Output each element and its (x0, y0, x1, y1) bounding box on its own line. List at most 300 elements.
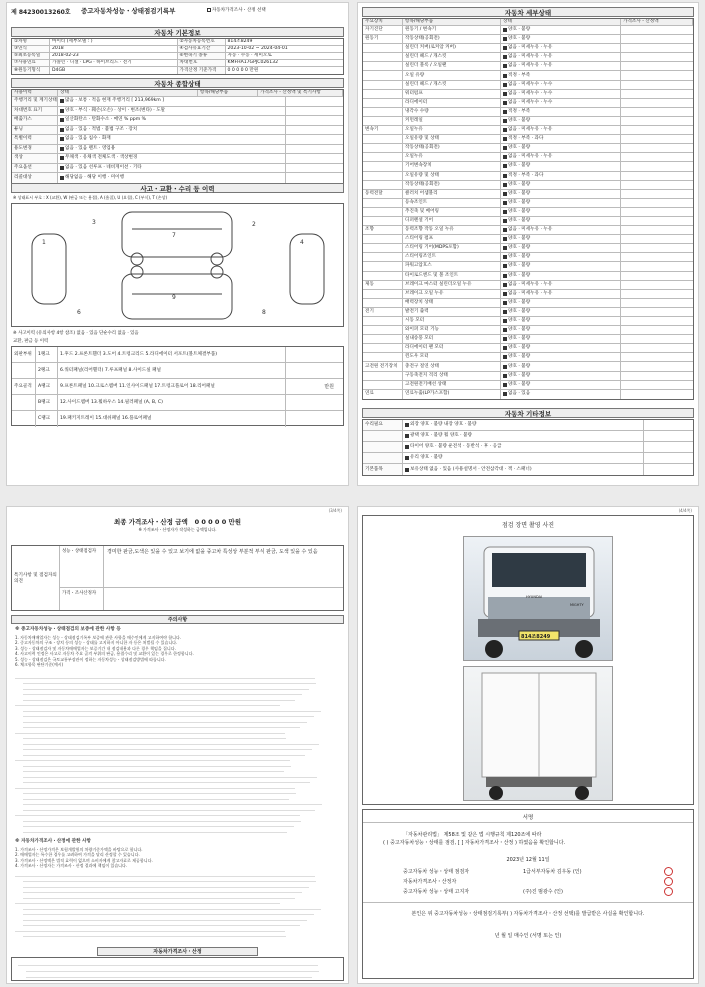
panel-group: 외판부위 (12, 347, 36, 362)
final-price-title: 최종 가격조사・산정 금액 (113, 518, 188, 526)
checkbox-checked-icon[interactable] (503, 355, 507, 359)
status-value (58, 97, 285, 106)
detail-head-cell: 항목/해당부품 (403, 19, 501, 25)
checkbox-checked-icon[interactable] (503, 210, 507, 214)
detail-group: 원동기 (363, 35, 403, 43)
panel-rank: 1랭크 (36, 347, 58, 362)
detail-group (363, 253, 403, 261)
checkbox-checked-icon[interactable] (503, 128, 507, 132)
checkbox-checked-icon[interactable] (503, 346, 507, 350)
checkbox-checked-icon[interactable] (503, 219, 507, 223)
detail-group (363, 299, 403, 307)
photo-box (362, 515, 694, 805)
detail-state (501, 172, 621, 180)
other-label: 수리필요 (363, 420, 403, 430)
opinion-label: 특기사항 및 점검자의 의견 (12, 546, 60, 610)
detail-group (363, 172, 403, 180)
signer-name: (주)진 범광수 (인) (523, 888, 563, 895)
status-row (12, 145, 343, 155)
checkbox-checked-icon[interactable] (60, 156, 64, 160)
checkbox-checked-icon[interactable] (60, 137, 64, 141)
other-value-text: 광택 양호 · 불량 휠 양호 · 불량 (410, 433, 472, 438)
detail-item: 와이퍼 모터 기능 (403, 326, 501, 334)
other-price (643, 442, 693, 452)
detail-state-text: 양호 · 불량 (508, 218, 531, 224)
checkbox-checked-icon[interactable] (60, 176, 64, 180)
other-value (403, 442, 643, 452)
other-row (363, 442, 693, 453)
accident-note: ※ 상태표시 부호 : X (교환), W (판금 또는 용접), A (흠집), U (요철), C (부식), T (손상) (13, 195, 168, 200)
detail-row (363, 90, 693, 99)
basic-info-right-row (178, 53, 344, 60)
detail-item: 작동상태(공회전) (403, 35, 501, 43)
detail-state (501, 199, 621, 207)
detail-row (363, 381, 693, 390)
checkbox-checked-icon[interactable] (503, 274, 507, 278)
detail-state (501, 235, 621, 243)
checkbox-checked-icon[interactable] (503, 110, 507, 114)
detail-group (363, 235, 403, 243)
detail-state-text: 없음 · 미세누수 · 누수 (508, 90, 553, 96)
detail-state-text: 없음 · 미세누유 · 누유 (508, 154, 553, 160)
detail-item: 클러치 어셈블리 (403, 190, 501, 198)
detail-state-text: 양호 · 불량 (508, 190, 531, 196)
panel-items: 6.쿼터패널(리어휀더) 7.루프패널 8.사이드실 패널 (60, 367, 161, 373)
receipt-confirmation: 본인은 위 중고자동차성능・상태점검기록부( ) 자동차가격조사・산정 선택)를 발급받은 사실을 확인합니다. (411, 911, 645, 917)
plate-number: 814조8249 (521, 634, 551, 640)
detail-group: 고전원 전기장치 (363, 362, 403, 370)
checkbox-checked-icon[interactable] (503, 264, 507, 268)
detail-group (363, 153, 403, 161)
panel-items: 12.사이드멤버 13.휠하우스 14.필러패널 (A, B, C) (60, 399, 163, 405)
detail-state (501, 208, 621, 216)
detail-row (363, 326, 693, 335)
panel-items: 1.후드 2.프론트휀더 3.도어 4.트렁크리드 5.라디에이터 서포트(볼트체결부품) (60, 351, 218, 357)
detail-group (363, 162, 403, 170)
detail-row (363, 26, 693, 35)
checkbox-checked-icon[interactable] (503, 155, 507, 159)
checkbox-checked-icon[interactable] (503, 374, 507, 378)
detail-group: 전기 (363, 308, 403, 316)
checkbox-checked-icon[interactable] (503, 137, 507, 141)
basic-info-label: ①차명 (12, 39, 50, 45)
inspector-opinion: 경미한 판금,도색은 있을 수 있고 보기에 없을 중고차 특성상 부분적 부식 판금, 도색 있을 수 있음 (107, 549, 318, 555)
detail-state (501, 81, 621, 89)
truck-front-icon (464, 537, 614, 662)
detail-state (501, 35, 621, 43)
detail-state-text: 없음 · 미세누유 · 누유 (508, 45, 553, 51)
accident-header: 사고・교환・수리 등 이력 (11, 183, 344, 193)
checkbox-checked-icon[interactable] (503, 92, 507, 96)
notice-paragraph: 4. 사고이력 인정은 사고로 자동차 주요 골격 부위의 판금, 용접수리 및 교환이 있는 경우로 한정합니다. (15, 651, 194, 657)
checkbox-checked-icon[interactable] (503, 383, 507, 387)
detail-state-text: 양호 · 불량 (508, 381, 531, 387)
detail-group (363, 90, 403, 98)
checkbox-checked-icon[interactable] (503, 46, 507, 50)
detail-item: 시동 모터 (403, 317, 501, 325)
detail-state (501, 381, 621, 389)
stamp-icon (664, 887, 673, 896)
detail-state (501, 317, 621, 325)
detail-head-cell: 상태 (501, 19, 621, 25)
status-label: 배출가스 (12, 116, 58, 125)
inspector-label: 성능・상태점검자 (60, 546, 104, 587)
signature-law: 「자동차관리법」 제58조 및 같은 법 시행규칙 제120조에 따라 (403, 832, 542, 838)
panel-rank: A랭크 (36, 379, 58, 394)
detail-row (363, 262, 693, 271)
checkbox-checked-icon[interactable] (60, 99, 64, 103)
detail-item: 윈도우 모터 (403, 353, 501, 361)
detail-group (363, 262, 403, 270)
price-paragraph: 4. 가격조사・산정자는 가격조사・산정 결과에 책임이 있습니다. (15, 863, 128, 869)
checkbox-checked-icon[interactable] (503, 228, 507, 232)
other-row (363, 453, 693, 464)
detail-group: 변속기 (363, 126, 403, 134)
detail-state (501, 281, 621, 289)
status-header: 자동차 종합상태 (11, 78, 344, 88)
checkbox-checked-icon[interactable] (503, 37, 507, 41)
checkbox-checked-icon[interactable] (503, 201, 507, 205)
detail-row (363, 362, 693, 371)
signature-law-2: ( ) 중고자동차성능・상태를 점검, [ ] 자동차가격조사・산정 ) 하였음을 확인합니다. (383, 840, 566, 846)
document-number: 제 84230013260호 (11, 9, 71, 16)
accident-summary: ※ 사고이력 (유의사항 4항 참조) 없음 · 있음 단순수리 없음 · 있음 (13, 331, 139, 336)
detail-row (363, 162, 693, 171)
document-title: 중고자동차성능・상태점검기록부 (81, 7, 176, 15)
text-line (23, 827, 287, 833)
status-label: 튜닝 (12, 126, 58, 135)
status-row (12, 116, 343, 126)
notice-paragraph: 1. 자동차매매업자는 성능・상태점검기록부 보증에 관한 사항을 매수인에게 고지하여야 합니다. (15, 635, 182, 640)
checkbox-checked-icon[interactable] (503, 237, 507, 241)
detail-row (363, 35, 693, 44)
checkbox-checked-icon[interactable] (503, 64, 507, 68)
checkbox-checked-icon[interactable] (503, 183, 507, 187)
status-price (285, 154, 343, 163)
status-row (12, 97, 343, 107)
checkbox-checked-icon[interactable] (503, 283, 507, 287)
detail-item: 워터펌프 (403, 90, 501, 98)
other-label (363, 453, 403, 463)
checkbox-checked-icon[interactable] (503, 337, 507, 341)
detail-state (501, 144, 621, 152)
checkbox-checked-icon[interactable] (503, 246, 507, 250)
checkbox-checked-icon[interactable] (503, 328, 507, 332)
detail-row (363, 199, 693, 208)
page-3 (6, 506, 349, 984)
price-paragraph: 3. 가격조사・산정액은 법적 효력이 없으며 소비자에게 참고자료로 제공합니다. (15, 857, 153, 863)
checkbox-checked-icon[interactable] (503, 74, 507, 78)
detail-state (501, 390, 621, 399)
detail-state-text: 양호 · 불량 (508, 263, 531, 269)
detail-group (363, 108, 403, 116)
basic-info-right-row (178, 46, 344, 53)
checkbox-checked-icon[interactable] (503, 119, 507, 123)
detail-item: 동력조향 작동 오일 누유 (403, 226, 501, 234)
truck-rear-icon (464, 667, 614, 802)
detail-state-text: 양호 · 불량 (508, 27, 531, 33)
status-value (58, 116, 285, 125)
svg-text:3: 3 (92, 219, 96, 226)
other-value (403, 431, 643, 441)
detail-row (363, 244, 693, 253)
basic-info-value: 2018-02-23 (52, 53, 79, 58)
detail-state (501, 162, 621, 170)
detail-state-text: 양호 · 불량 (508, 318, 531, 324)
status-text: 무채색 · 유채색 전체도색 · 색상변경 (65, 155, 138, 161)
status-price (285, 107, 343, 116)
svg-text:6: 6 (77, 309, 81, 316)
detail-item: 실린더 블록 / 오일팬 (403, 62, 501, 70)
detail-group (363, 317, 403, 325)
title-suffix: 자동차가격조사・산정 선택 (207, 7, 266, 13)
status-label: 특별이력 (12, 135, 58, 144)
detail-item: 고전원전기배선 상태 (403, 381, 501, 389)
checkbox-checked-icon[interactable] (503, 174, 507, 178)
other-label (363, 442, 403, 452)
detail-state (501, 226, 621, 234)
appraiser-label: 가격・조사산정자 (60, 588, 104, 610)
status-row (12, 154, 343, 164)
basic-info-value: 가솔린 · 디젤 · LPG · 하이브리드 · 전기 (52, 60, 132, 65)
status-label: 주행거리 및 계기상태 (12, 97, 58, 106)
detail-state (501, 99, 621, 107)
checkbox-checked-icon[interactable] (503, 255, 507, 259)
detail-row (363, 62, 693, 71)
detail-row (363, 181, 693, 190)
status-label: 용도변경 (12, 145, 58, 154)
checkbox-checked-icon[interactable] (503, 192, 507, 196)
checkbox-checked-icon[interactable] (405, 468, 409, 472)
detail-state (501, 90, 621, 98)
detail-group (363, 199, 403, 207)
detail-row (363, 290, 693, 299)
detail-item: 오일 유량 (403, 71, 501, 79)
detail-group (363, 135, 403, 143)
car-damage-diagram (11, 203, 344, 327)
detail-state (501, 272, 621, 280)
detail-state-text: 양호 · 불량 (508, 236, 531, 242)
status-row (12, 164, 343, 174)
checkbox-checked-icon[interactable] (503, 164, 507, 168)
status-value (58, 164, 285, 173)
status-text: 없음 · 있음 · 적법 · 불법 구조 · 장치 (65, 126, 138, 132)
basic-info-right-value: KMFHA17GPJC026132 (227, 60, 278, 65)
detail-state (501, 308, 621, 316)
notice-header: 주의사항 (11, 615, 344, 624)
detail-group: 자기진단 (363, 26, 403, 34)
basic-info-row (12, 67, 177, 74)
checkbox-checked-icon[interactable] (405, 434, 409, 438)
detail-item: 실내송풍 모터 (403, 335, 501, 343)
detail-state-text: 양호 · 불량 (508, 336, 531, 342)
checkbox-checked-icon[interactable] (405, 445, 409, 449)
detail-state-text: 양호 · 불량 (508, 363, 531, 369)
detail-state (501, 153, 621, 161)
detail-row (363, 235, 693, 244)
bottom-appraisal-header: 자동차가격조사・산정 (97, 947, 258, 956)
status-price (285, 116, 343, 125)
checkbox-checked-icon[interactable] (503, 310, 507, 314)
checkbox-checked-icon[interactable] (503, 392, 507, 396)
panel-row (12, 347, 343, 363)
status-value (58, 107, 285, 116)
detail-state (501, 353, 621, 361)
notice-paragraphs (15, 635, 340, 667)
svg-text:9: 9 (172, 294, 176, 301)
price-paragraph: 1. 가격조사・산정가격은 보험개발원의 차량기준가액을 바탕으로 합니다. (15, 847, 143, 852)
detail-group (363, 208, 403, 216)
signature-date: 2023년 12월 11일 (506, 857, 550, 863)
basic-info-right-label: ④검사유효기간 (178, 46, 226, 52)
other-label (363, 431, 403, 441)
status-price (285, 97, 343, 106)
notice-paragraph: 2. 중고자동차의 구조・장치 등의 성능・상태를 고지하지 아니한 자 등은 처벌될 수 있습니다. (15, 640, 178, 646)
detail-state (501, 108, 621, 116)
notice-body-lines (11, 673, 344, 833)
status-text: 해당없음 · 해당 이행 · 미이행 (65, 174, 125, 180)
frame-history-label: 교환, 판금 등 이력 (13, 339, 49, 344)
panel-group (12, 363, 36, 378)
other-value-text: 외장 양호 · 불량 내장 양호 · 불량 (410, 422, 477, 427)
other-value (403, 464, 643, 475)
detail-state-text: 적정 · 부족 (508, 108, 531, 114)
receipt-date: 년 월 일 매수인 (서명 또는 인) (494, 933, 562, 939)
panel-rank: B랭크 (36, 395, 58, 410)
checkbox-checked-icon[interactable] (503, 83, 507, 87)
checkbox-checked-icon[interactable] (503, 146, 507, 150)
checkbox-icon[interactable] (207, 8, 211, 12)
detail-row (363, 372, 693, 381)
text-line (26, 972, 312, 978)
detail-group (363, 99, 403, 107)
checkbox-checked-icon[interactable] (60, 118, 64, 122)
detail-state-text: 양호 · 불량 (508, 208, 531, 214)
checkbox-checked-icon[interactable] (503, 55, 507, 59)
detail-item: 파워고압호스 (403, 262, 501, 270)
opinion-table (11, 545, 344, 611)
status-value (58, 126, 285, 135)
detail-state-text: 적정 · 부족 · 과다 (508, 136, 544, 142)
status-price (285, 135, 343, 144)
checkbox-checked-icon[interactable] (503, 292, 507, 296)
detail-item: 실린더 헤드 / 개스킷 (403, 53, 501, 61)
detail-item: 실린더 커버(로커암 커버) (403, 44, 501, 52)
basic-info-right-row (178, 39, 344, 46)
checkbox-checked-icon[interactable] (503, 101, 507, 105)
stamp-icon (664, 877, 673, 886)
detail-row (363, 190, 693, 199)
page-4 (357, 506, 699, 984)
detail-state (501, 26, 621, 34)
basic-info-label: ⑤최초등록일 (12, 53, 50, 59)
detail-state-text: 없음 · 미세누수 · 누수 (508, 99, 553, 105)
checkbox-checked-icon[interactable] (503, 28, 507, 32)
detail-state-text: 양호 · 불량 (508, 254, 531, 260)
detail-group (363, 326, 403, 334)
notice-paragraph: 5. 성능・상태점검은 국토교통부장관이 정하는 자동차성능・상태점검방법에 따릅니다. (15, 656, 166, 662)
detail-row (363, 317, 693, 326)
other-row (363, 464, 693, 475)
checkbox-checked-icon[interactable] (503, 301, 507, 305)
detail-group (363, 71, 403, 79)
signer-list (403, 866, 673, 896)
checkbox-checked-icon[interactable] (60, 109, 64, 113)
detail-group (363, 62, 403, 70)
checkbox-checked-icon[interactable] (405, 423, 409, 427)
panel-row (12, 363, 343, 379)
detail-group (363, 335, 403, 343)
basic-info-value: 마이티 (세부모델 : ) (52, 39, 93, 44)
detail-row (363, 117, 693, 126)
detail-state (501, 253, 621, 261)
checkbox-checked-icon[interactable] (503, 319, 507, 323)
status-text: 없음 · 있음 선루프 · 네비게이션 · 기타 (65, 164, 142, 170)
detail-row (363, 281, 693, 290)
status-text: 많음 · 보통 · 적음 현재 주행거리 [ 213,969km ] (65, 98, 165, 104)
car-outline-icon (12, 204, 345, 328)
detail-item: 배력장치 상태 (403, 299, 501, 307)
status-row (12, 107, 343, 117)
checkbox-checked-icon[interactable] (503, 365, 507, 369)
detail-header: 자동차 세부상태 (362, 7, 694, 17)
signer-role: 중고자동차 성능・상태 고지자 (403, 888, 470, 895)
signature-box (362, 809, 694, 979)
detail-group (363, 290, 403, 298)
panel-price (285, 379, 343, 394)
detail-item: 실린더 헤드 / 개스킷 (403, 81, 501, 89)
detail-state-text: 적정 · 부족 (508, 72, 531, 78)
detail-state (501, 135, 621, 143)
checkbox-checked-icon[interactable] (405, 456, 409, 460)
checkbox-checked-icon[interactable] (60, 147, 64, 151)
page-1 (6, 2, 349, 486)
detail-state (501, 217, 621, 225)
detail-state (501, 244, 621, 252)
svg-text:7: 7 (172, 232, 176, 239)
panel-table (11, 346, 344, 426)
detail-state-text: 양호 · 불량 (508, 145, 531, 151)
price-paragraph: 2. 매매업자는 특수한 경우를 고려하여 가격을 달리 산정할 수 있습니다. (15, 852, 140, 858)
status-row (12, 135, 343, 145)
bottom-appraisal-box (11, 957, 344, 981)
other-label: 기본품목 (363, 464, 403, 475)
detail-state-text: 양호 · 불량 (508, 308, 531, 314)
detail-state (501, 53, 621, 61)
signer-row (403, 866, 673, 876)
detail-row (363, 108, 693, 117)
page-2 (357, 2, 699, 486)
detail-state (501, 62, 621, 70)
detail-state (501, 299, 621, 307)
detail-item: 연료누출(LP가스포함) (403, 390, 501, 399)
status-head-cell: 가격조사・산정액 및 특기사항 (258, 90, 343, 96)
detail-state-text: 없음 · 미세누유 · 누유 (508, 63, 553, 69)
status-value (58, 145, 285, 154)
basic-info-right-row (178, 60, 344, 67)
detail-state-text: 양호 · 불량 (508, 245, 531, 251)
panel-group (12, 395, 36, 410)
detail-item: 스티어링 기어(MDPS포함) (403, 244, 501, 252)
signer-row (403, 876, 673, 886)
checkbox-checked-icon[interactable] (60, 166, 64, 170)
panel-price-unit: 만원 (324, 384, 334, 390)
detail-state (501, 126, 621, 134)
basic-info-right-value: 2023-10-02 ~ 2024-04-01 (227, 46, 288, 51)
page-number: (4/4쪽) (678, 508, 692, 513)
checkbox-checked-icon[interactable] (60, 128, 64, 132)
detail-group: 제동 (363, 281, 403, 289)
